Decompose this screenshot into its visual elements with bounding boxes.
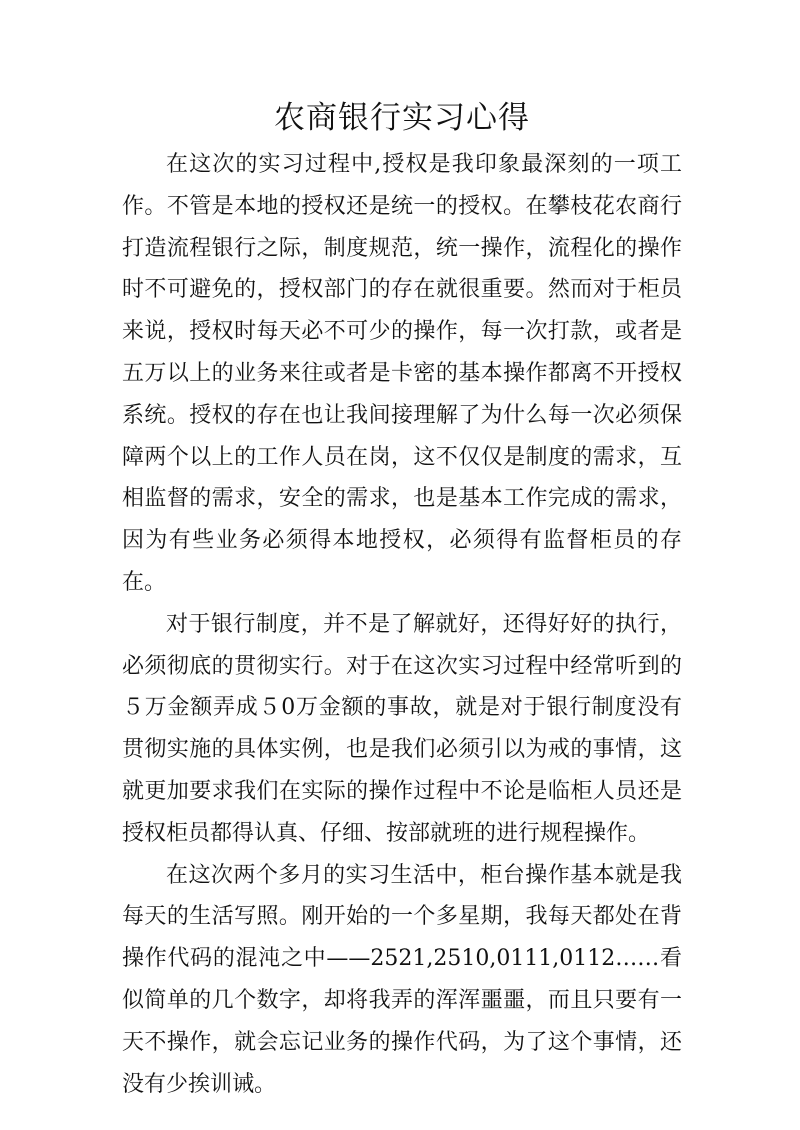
paragraph-counter-operations: 在这次两个多月的实习生活中，柜台操作基本就是我每天的生活写照。刚开始的一个多星期，我每天都处在背操作代码的混沌之中——2521,2510,0111,0112……看似简单的几个数字，却将我弄的浑浑噩噩，而且只要有一天不操作，就会忘记业务的操作代码，为了这个事情，还没有少挨训诫。 [122,862,682,1097]
document-body [122,144,682,1105]
paragraph-bank-rules: 对于银行制度，并不是了解就好，还得好好的执行，必须彻底的贯彻实行。对于在这次实习过程中经常听到的５万金额弄成５0万金额的事故，就是对于银行制度没有贯彻实施的具体实例，也是我们必须引以为戒的事情，这就更加要求我们在实际的操作过程中不论是临柜人员还是授权柜员都得认真、仔细、按部就班的进行规程操作。 [122,611,682,846]
document-title: 农商银行实习心得 [274,100,530,136]
paragraph-authorization: 在这次的实习过程中,授权是我印象最深刻的一项工作。不管是本地的授权还是统一的授权。在攀枝花农商行打造流程银行之际，制度规范，统一操作，流程化的操作时不可避免的，授权部门的存在就很重要。然而对于柜员来说，授权时每天必不可少的操作，每一次打款，或者是五万以上的业务来往或者是卡密的基本操作都离不开授权系统。授权的存在也让我间接理解了为什么每一次必须保障两个以上的工作人员在岗，这不仅仅是制度的需求，互相监督的需求，安全的需求，也是基本工作完成的需求，因为有些业务必须得本地授权，必须得有监督柜员的存在。 [122,152,682,595]
